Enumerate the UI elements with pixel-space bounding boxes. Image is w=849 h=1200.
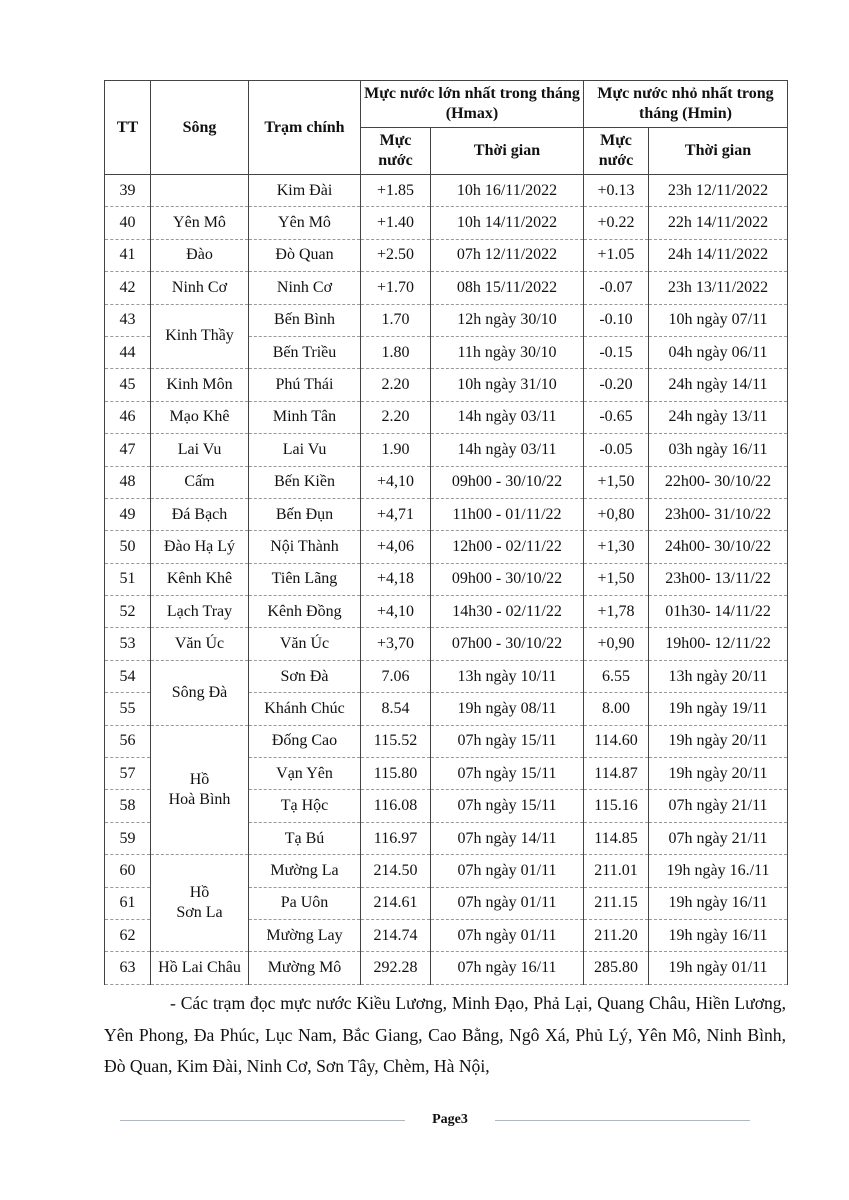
table-row xyxy=(105,207,788,239)
cell-station: Nội Thành xyxy=(249,531,361,563)
cell-station: Văn Úc xyxy=(249,628,361,660)
table-row xyxy=(105,434,788,466)
cell-tt: 40 xyxy=(105,207,151,239)
cell-river: Đào Hạ Lý xyxy=(151,531,249,563)
cell-max-time: 08h 15/11/2022 xyxy=(431,272,584,304)
cell-max-level: +3,70 xyxy=(361,628,431,660)
cell-max-level: 214.61 xyxy=(361,887,431,919)
cell-min-time: 24h ngày 13/11 xyxy=(649,401,788,433)
cell-max-time: 12h ngày 30/10 xyxy=(431,304,584,336)
cell-tt: 63 xyxy=(105,952,151,984)
cell-tt: 51 xyxy=(105,563,151,595)
cell-max-level: +4,10 xyxy=(361,596,431,628)
cell-min-time: 07h ngày 21/11 xyxy=(649,790,788,822)
cell-river: Lai Vu xyxy=(151,434,249,466)
cell-river: Sông Đà xyxy=(151,660,249,725)
cell-station: Mường La xyxy=(249,855,361,887)
table-row xyxy=(105,401,788,433)
cell-station: Kênh Đồng xyxy=(249,596,361,628)
cell-min-level: 6.55 xyxy=(584,660,649,692)
cell-max-time: 07h ngày 15/11 xyxy=(431,758,584,790)
table-row xyxy=(105,563,788,595)
cell-min-level: 285.80 xyxy=(584,952,649,984)
cell-min-time: 19h ngày 01/11 xyxy=(649,952,788,984)
table-row xyxy=(105,466,788,498)
cell-station: Ninh Cơ xyxy=(249,272,361,304)
cell-river: Đá Bạch xyxy=(151,498,249,530)
cell-tt: 60 xyxy=(105,855,151,887)
header-min-time: Thời gian xyxy=(649,128,788,175)
header-hmin: Mực nước nhỏ nhất trong tháng (Hmin) xyxy=(584,81,788,128)
cell-max-time: 07h ngày 14/11 xyxy=(431,822,584,854)
header-min-level: Mực nước xyxy=(584,128,649,175)
cell-min-level: -0.10 xyxy=(584,304,649,336)
cell-river: Hồ Hoà Bình xyxy=(151,725,249,855)
cell-min-time: 23h00- 13/11/22 xyxy=(649,563,788,595)
cell-max-level: +4,06 xyxy=(361,531,431,563)
page-number: Page3 xyxy=(432,1112,468,1127)
cell-min-time: 19h ngày 16/11 xyxy=(649,887,788,919)
cell-station: Bến Triều xyxy=(249,336,361,368)
cell-tt: 55 xyxy=(105,693,151,725)
cell-max-time: 14h ngày 03/11 xyxy=(431,434,584,466)
cell-max-level: +1.40 xyxy=(361,207,431,239)
cell-tt: 57 xyxy=(105,758,151,790)
cell-max-time: 07h ngày 15/11 xyxy=(431,790,584,822)
cell-max-time: 14h30 - 02/11/22 xyxy=(431,596,584,628)
cell-min-time: 19h ngày 20/11 xyxy=(649,758,788,790)
cell-min-level: +0,80 xyxy=(584,498,649,530)
cell-tt: 50 xyxy=(105,531,151,563)
header-tt: TT xyxy=(105,81,151,175)
cell-station: Kim Đài xyxy=(249,175,361,207)
cell-tt: 56 xyxy=(105,725,151,757)
cell-min-time: 07h ngày 21/11 xyxy=(649,822,788,854)
cell-station: Mường Mô xyxy=(249,952,361,984)
cell-max-level: 116.08 xyxy=(361,790,431,822)
cell-min-time: 19h ngày 16./11 xyxy=(649,855,788,887)
header-max-level: Mực nước xyxy=(361,128,431,175)
cell-min-level: +0,90 xyxy=(584,628,649,660)
cell-min-time: 10h ngày 07/11 xyxy=(649,304,788,336)
table-row xyxy=(105,239,788,271)
table-row xyxy=(105,952,788,984)
cell-max-time: 07h ngày 01/11 xyxy=(431,855,584,887)
cell-min-time: 04h ngày 06/11 xyxy=(649,336,788,368)
cell-max-time: 09h00 - 30/10/22 xyxy=(431,466,584,498)
cell-min-level: -0.05 xyxy=(584,434,649,466)
cell-max-level: 116.97 xyxy=(361,822,431,854)
cell-max-level: 7.06 xyxy=(361,660,431,692)
table-row xyxy=(105,304,788,336)
cell-station: Pa Uôn xyxy=(249,887,361,919)
table-row xyxy=(105,272,788,304)
cell-tt: 61 xyxy=(105,887,151,919)
cell-min-time: 01h30- 14/11/22 xyxy=(649,596,788,628)
cell-station: Tạ Bú xyxy=(249,822,361,854)
cell-river: Văn Úc xyxy=(151,628,249,660)
cell-tt: 59 xyxy=(105,822,151,854)
cell-min-time: 19h ngày 19/11 xyxy=(649,693,788,725)
cell-min-level: 114.60 xyxy=(584,725,649,757)
cell-max-time: 07h00 - 30/10/22 xyxy=(431,628,584,660)
cell-tt: 53 xyxy=(105,628,151,660)
cell-min-level: 114.87 xyxy=(584,758,649,790)
cell-station: Tạ Hộc xyxy=(249,790,361,822)
cell-tt: 43 xyxy=(105,304,151,336)
cell-tt: 47 xyxy=(105,434,151,466)
cell-min-level: +1,30 xyxy=(584,531,649,563)
cell-station: Lai Vu xyxy=(249,434,361,466)
table-row xyxy=(105,628,788,660)
cell-river: Cấm xyxy=(151,466,249,498)
footer-divider-left xyxy=(120,1120,405,1121)
cell-min-level: 211.01 xyxy=(584,855,649,887)
cell-station: Vạn Yên xyxy=(249,758,361,790)
cell-max-time: 07h ngày 01/11 xyxy=(431,887,584,919)
cell-river: Kênh Khê xyxy=(151,563,249,595)
cell-max-time: 10h 16/11/2022 xyxy=(431,175,584,207)
cell-min-time: 23h 12/11/2022 xyxy=(649,175,788,207)
cell-max-level: +4,71 xyxy=(361,498,431,530)
cell-min-time: 24h00- 30/10/22 xyxy=(649,531,788,563)
cell-min-time: 24h ngày 14/11 xyxy=(649,369,788,401)
cell-max-time: 07h ngày 16/11 xyxy=(431,952,584,984)
cell-max-level: 2.20 xyxy=(361,401,431,433)
cell-station: Phú Thái xyxy=(249,369,361,401)
cell-max-level: +4,18 xyxy=(361,563,431,595)
cell-max-time: 12h00 - 02/11/22 xyxy=(431,531,584,563)
cell-min-level: +0.13 xyxy=(584,175,649,207)
cell-station: Tiên Lãng xyxy=(249,563,361,595)
table-row xyxy=(105,855,788,887)
cell-max-time: 07h 12/11/2022 xyxy=(431,239,584,271)
cell-river: Kinh Môn xyxy=(151,369,249,401)
cell-min-level: 8.00 xyxy=(584,693,649,725)
cell-max-time: 09h00 - 30/10/22 xyxy=(431,563,584,595)
cell-station: Bến Đụn xyxy=(249,498,361,530)
cell-min-level: +1,50 xyxy=(584,466,649,498)
cell-tt: 41 xyxy=(105,239,151,271)
cell-min-level: 115.16 xyxy=(584,790,649,822)
header-station: Trạm chính xyxy=(249,81,361,175)
cell-max-level: 214.74 xyxy=(361,919,431,951)
cell-river: Đào xyxy=(151,239,249,271)
cell-max-level: 1.70 xyxy=(361,304,431,336)
cell-min-level: +1,78 xyxy=(584,596,649,628)
cell-max-time: 07h ngày 15/11 xyxy=(431,725,584,757)
cell-tt: 52 xyxy=(105,596,151,628)
cell-tt: 42 xyxy=(105,272,151,304)
cell-max-time: 11h ngày 30/10 xyxy=(431,336,584,368)
cell-tt: 62 xyxy=(105,919,151,951)
cell-tt: 48 xyxy=(105,466,151,498)
cell-max-level: 115.80 xyxy=(361,758,431,790)
cell-river: Kinh Thầy xyxy=(151,304,249,369)
cell-min-level: -0.07 xyxy=(584,272,649,304)
cell-min-time: 13h ngày 20/11 xyxy=(649,660,788,692)
header-river: Sông xyxy=(151,81,249,175)
cell-tt: 49 xyxy=(105,498,151,530)
cell-max-level: 214.50 xyxy=(361,855,431,887)
cell-max-time: 07h ngày 01/11 xyxy=(431,919,584,951)
header-hmax: Mực nước lớn nhất trong tháng (Hmax) xyxy=(361,81,584,128)
cell-tt: 45 xyxy=(105,369,151,401)
cell-tt: 46 xyxy=(105,401,151,433)
table-body xyxy=(105,175,788,985)
cell-river: Mạo Khê xyxy=(151,401,249,433)
cell-river: Lạch Tray xyxy=(151,596,249,628)
cell-max-time: 13h ngày 10/11 xyxy=(431,660,584,692)
cell-max-level: +4,10 xyxy=(361,466,431,498)
cell-max-level: 1.80 xyxy=(361,336,431,368)
cell-station: Bến Bình xyxy=(249,304,361,336)
cell-min-time: 19h ngày 20/11 xyxy=(649,725,788,757)
cell-max-level: 2.20 xyxy=(361,369,431,401)
table-row xyxy=(105,596,788,628)
cell-max-time: 10h 14/11/2022 xyxy=(431,207,584,239)
cell-river: Ninh Cơ xyxy=(151,272,249,304)
table-row xyxy=(105,175,788,207)
cell-river: Hồ Sơn La xyxy=(151,855,249,952)
cell-min-level: -0.15 xyxy=(584,336,649,368)
cell-min-time: 23h 13/11/2022 xyxy=(649,272,788,304)
cell-min-level: +1.05 xyxy=(584,239,649,271)
cell-station: Sơn Đà xyxy=(249,660,361,692)
cell-station: Khánh Chúc xyxy=(249,693,361,725)
body-paragraph: - Các trạm đọc mực nước Kiều Lương, Minh Đạo, Phả Lại, Quang Châu, Hiền Lương, Yên Phong, Đa Phúc, Lục Nam, Bắc Giang, Cao Bằng, Ngô Xá, Phủ Lý, Yên Mô, Ninh Bình, Đò Quan, Kim Đài, Ninh Cơ, Sơn Tây, Chèm, Hà Nội, xyxy=(104,993,786,1076)
page-footer xyxy=(120,1110,750,1132)
cell-min-level: +1,50 xyxy=(584,563,649,595)
cell-min-level: +0.22 xyxy=(584,207,649,239)
cell-min-time: 03h ngày 16/11 xyxy=(649,434,788,466)
cell-max-level: +2.50 xyxy=(361,239,431,271)
cell-max-level: +1.70 xyxy=(361,272,431,304)
cell-station: Mường Lay xyxy=(249,919,361,951)
cell-max-time: 11h00 - 01/11/22 xyxy=(431,498,584,530)
footer-divider-right xyxy=(495,1120,750,1121)
cell-river: Hồ Lai Châu xyxy=(151,952,249,984)
cell-station: Đống Cao xyxy=(249,725,361,757)
cell-station: Minh Tân xyxy=(249,401,361,433)
cell-station: Yên Mô xyxy=(249,207,361,239)
cell-max-level: 8.54 xyxy=(361,693,431,725)
cell-min-time: 23h00- 31/10/22 xyxy=(649,498,788,530)
cell-tt: 58 xyxy=(105,790,151,822)
cell-max-time: 10h ngày 31/10 xyxy=(431,369,584,401)
water-level-table xyxy=(104,80,788,985)
cell-max-time: 14h ngày 03/11 xyxy=(431,401,584,433)
cell-tt: 44 xyxy=(105,336,151,368)
cell-min-level: 211.15 xyxy=(584,887,649,919)
cell-min-level: 114.85 xyxy=(584,822,649,854)
cell-river: Yên Mô xyxy=(151,207,249,239)
cell-min-time: 22h00- 30/10/22 xyxy=(649,466,788,498)
cell-min-time: 19h00- 12/11/22 xyxy=(649,628,788,660)
cell-tt: 39 xyxy=(105,175,151,207)
cell-max-level: 115.52 xyxy=(361,725,431,757)
table-row xyxy=(105,725,788,757)
table-row xyxy=(105,498,788,530)
cell-min-time: 19h ngày 16/11 xyxy=(649,919,788,951)
cell-tt: 54 xyxy=(105,660,151,692)
table-row xyxy=(105,369,788,401)
cell-river xyxy=(151,175,249,207)
table-row xyxy=(105,531,788,563)
cell-min-level: -0.65 xyxy=(584,401,649,433)
cell-max-level: 1.90 xyxy=(361,434,431,466)
cell-min-time: 22h 14/11/2022 xyxy=(649,207,788,239)
cell-min-time: 24h 14/11/2022 xyxy=(649,239,788,271)
table-row xyxy=(105,660,788,692)
cell-min-level: 211.20 xyxy=(584,919,649,951)
cell-station: Bến Kiền xyxy=(249,466,361,498)
cell-max-time: 19h ngày 08/11 xyxy=(431,693,584,725)
cell-max-level: +1.85 xyxy=(361,175,431,207)
cell-min-level: -0.20 xyxy=(584,369,649,401)
cell-max-level: 292.28 xyxy=(361,952,431,984)
cell-station: Đò Quan xyxy=(249,239,361,271)
header-max-time: Thời gian xyxy=(431,128,584,175)
